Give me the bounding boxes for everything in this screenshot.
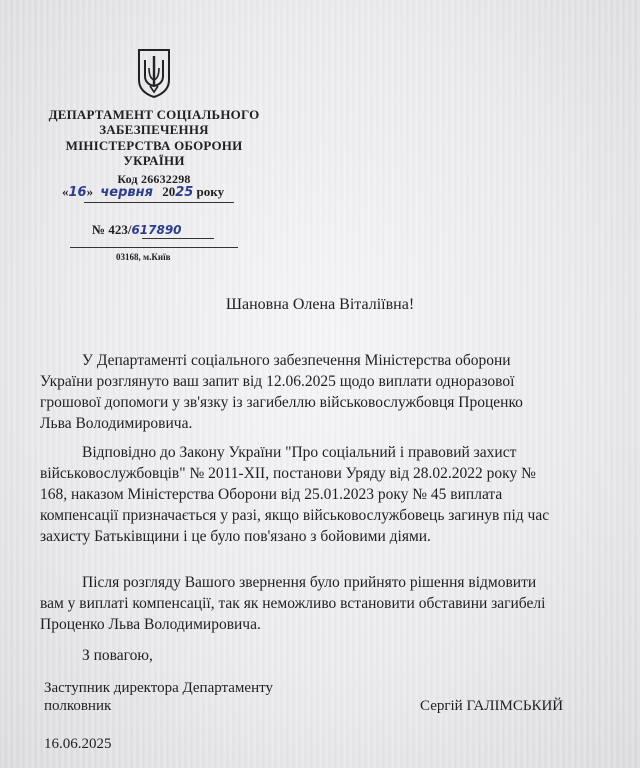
date-quote-close: » [86, 184, 94, 199]
address-line: 03168, м.Київ [116, 252, 171, 262]
department-name-line-4: УКРАЇНИ [123, 153, 185, 168]
paragraph-decision [40, 572, 588, 635]
footer-date: 16.06.2025 [44, 736, 112, 752]
paragraph-line: У Департаменті соціального забезпечення Міністерства оборони [82, 352, 511, 369]
date-year-prefix: 20 [162, 184, 176, 199]
paragraph-request-summary [40, 350, 588, 434]
signatory-title: Заступник директора Департаменту [44, 680, 273, 696]
date-year-handwritten: 25 [175, 185, 194, 200]
paragraph-line: військовослужбовців" № 2011-XII, постанови Уряду від 28.02.2022 року № [40, 465, 536, 482]
paragraph-line: грошової допомоги у зв'язку із загибеллю військовослужбовця Проценко [40, 394, 523, 411]
signatory-rank: полковник [44, 698, 112, 714]
department-name-line-2: ЗАБЕЗПЕЧЕННЯ [99, 122, 209, 137]
letter-date [62, 184, 224, 200]
paragraph-line: 168, наказом Міністерства Оборони від 25.01.2023 року № 45 виплата [40, 486, 503, 503]
paragraph-line: України розглянуто ваш запит від 12.06.2025 щодо виплати одноразової [40, 373, 515, 390]
date-day-handwritten: 16 [68, 185, 87, 200]
paragraph-line: вам у виплаті компенсації, так як неможливо встановити обставини загибелі [40, 595, 546, 612]
registration-number [92, 222, 182, 238]
coat-of-arms-icon [136, 48, 172, 98]
paragraph-line: Відповідно до Закону України "Про соціальний і правовий захист [82, 444, 517, 461]
date-quote-open: « [62, 184, 69, 199]
paragraph-line: Льва Володимировича. [40, 415, 193, 432]
department-code: Код 26632298 [117, 172, 191, 186]
department-name-line-3: МІНІСТЕРСТВА ОБОРОНИ [65, 138, 243, 153]
closing-phrase: З повагою, [82, 647, 153, 664]
paragraph-line: компенсації призначається у разі, якщо військовослужбовець загинув під час [40, 507, 550, 524]
signatory-name: Сергій ГАЛІМСЬКИЙ [420, 698, 564, 714]
number-underline [142, 238, 214, 239]
registration-number-prefix: № 423/ [92, 222, 132, 237]
registration-number-handwritten: 617890 [131, 223, 182, 237]
date-underline [84, 202, 234, 203]
header-divider [70, 247, 238, 248]
paragraph-line: Після розгляду Вашого звернення було прийнято рішення відмовити [82, 574, 537, 591]
department-name-line-1: ДЕПАРТАМЕНТ СОЦІАЛЬНОГО [48, 107, 260, 122]
date-month-handwritten: червня [100, 185, 153, 200]
paragraph-line: захисту Батьківщини і це було пов'язано з бойовими діями. [40, 528, 431, 545]
greeting: Шановна Олена Віталіївна! [225, 296, 415, 313]
date-year-word: року [196, 184, 225, 199]
paragraph-line: Проценко Льва Володимировича. [40, 616, 261, 633]
paragraph-legal-basis [40, 442, 588, 547]
